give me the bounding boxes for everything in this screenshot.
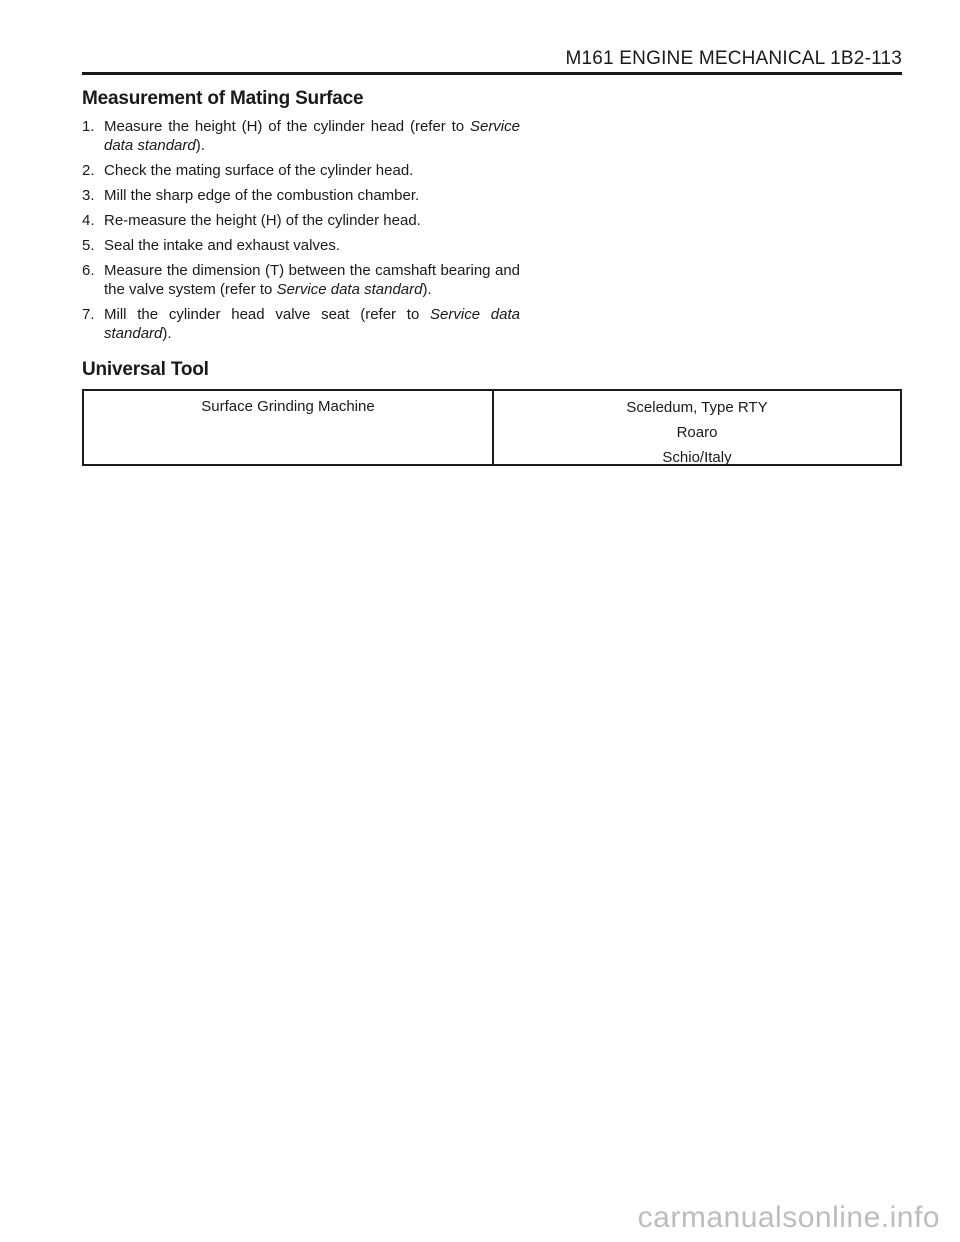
list-item	[82, 117, 520, 155]
step-reference: Service data standard	[104, 118, 520, 154]
step-number: 3.	[82, 187, 95, 204]
step-number: 7.	[82, 306, 95, 323]
page-header	[82, 48, 902, 72]
step-text: Check the mating surface of the cylinder head.	[104, 162, 414, 179]
tool-maker-cell	[494, 391, 900, 464]
tool-name-cell: Surface Grinding Machine	[84, 391, 494, 464]
page-header-title: M161 ENGINE MECHANICAL 1B2-113	[565, 48, 902, 69]
list-item	[82, 186, 520, 205]
step-number: 4.	[82, 212, 95, 229]
step-reference: Service data standard	[276, 281, 423, 298]
tool-maker-line: Roaro	[676, 424, 718, 441]
list-item	[82, 211, 520, 230]
list-item	[82, 305, 520, 343]
step-text: Mill the cylinder head valve seat (refer to	[104, 306, 431, 323]
measurement-section-title: Measurement of Mating Surface	[82, 88, 364, 109]
list-item	[82, 236, 520, 255]
step-text: Measure the dimension (T) between the camshaft bearing and the valve system (refer to	[104, 262, 520, 298]
list-item	[82, 161, 520, 180]
step-text: Mill the sharp edge of the combustion chamber.	[104, 187, 420, 204]
step-text: Seal the intake and exhaust valves.	[104, 237, 340, 254]
tool-maker-line: Schio/Italy	[662, 449, 732, 466]
step-number: 6.	[82, 262, 95, 279]
watermark-text: carmanualsonline.info	[637, 1201, 940, 1234]
step-text: Re-measure the height (H) of the cylinder head.	[104, 212, 421, 229]
universal-tool-section-title: Universal Tool	[82, 359, 209, 380]
step-text-end: ).	[162, 325, 172, 342]
step-number: 2.	[82, 162, 95, 179]
step-text-end: ).	[422, 281, 432, 298]
list-item	[82, 261, 520, 299]
step-number: 5.	[82, 237, 95, 254]
universal-tool-table	[82, 389, 902, 466]
measurement-steps-list	[82, 117, 520, 349]
tool-maker-line: Sceledum, Type RTY	[626, 399, 768, 416]
step-text-end: ).	[195, 137, 205, 154]
header-divider	[82, 72, 902, 75]
step-reference: Service data standard	[104, 306, 520, 342]
step-text: Measure the height (H) of the cylinder head (refer to	[104, 118, 470, 135]
step-number: 1.	[82, 118, 95, 135]
